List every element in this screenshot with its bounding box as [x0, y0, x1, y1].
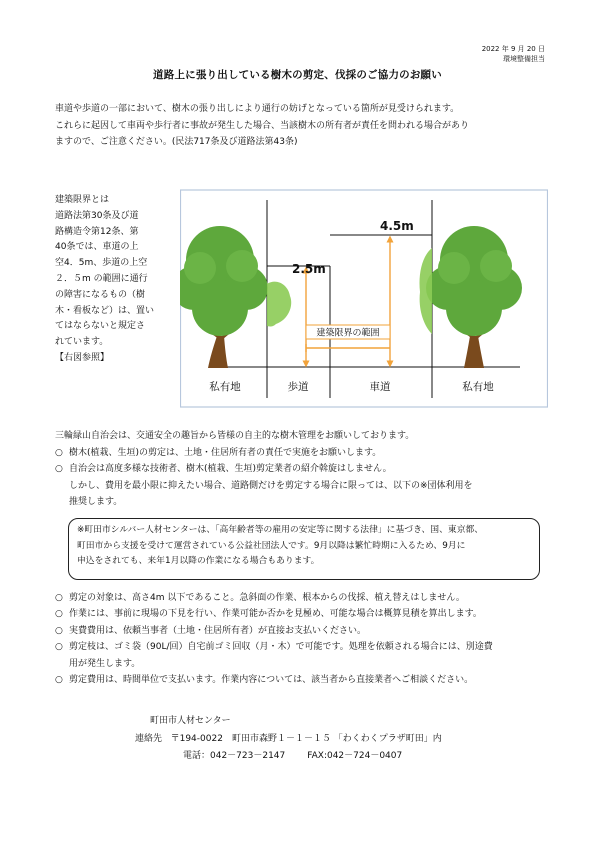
condition-text: 剪定の対象は、高さ4m 以下であること。急斜面の作業、根本からの伐採、植え替えはしません。	[69, 593, 465, 603]
road-clearance-diagram	[180, 188, 548, 408]
private-land-left-label: 私有地	[209, 381, 241, 393]
road-height-label: 4.5m	[380, 219, 414, 233]
tree-left-icon	[180, 226, 268, 368]
definition-line: 【右図参照】	[55, 352, 110, 363]
road-label: 車道	[369, 381, 391, 393]
bullet-mark: ○	[55, 464, 63, 474]
pruned-foliage-right-icon	[420, 248, 433, 334]
silver-center-note-box	[68, 518, 540, 580]
contact-phone-line	[135, 748, 555, 766]
bullet-mark: ○	[55, 609, 63, 620]
definition-line: れています。	[55, 337, 109, 348]
condition-bullet	[55, 639, 565, 655]
condition-text: 作業には、事前に現場の下見を行い、作業可能か否かを見極め、可能な場合は概算見積を算出します。	[69, 609, 482, 620]
bullet-mark: ○	[55, 593, 63, 603]
document-title: 道路上に張り出している樹木の剪定、伐採のご協力のお願い	[153, 69, 442, 81]
condition-text: 剪定費用は、時間単位で支払います。作業内容については、該当者から直接業者へご相談ください。	[69, 675, 474, 686]
association-policy	[55, 428, 565, 511]
clearance-label: 建築限界の範囲	[316, 328, 380, 339]
definition-line: 道路法第30条及び道	[55, 210, 139, 221]
policy-bullet	[55, 445, 565, 462]
contact-address: 〒194-0022 町田市森野１－１－１５ 「わくわくプラザ町田」内	[170, 733, 442, 744]
intro-line: 車道や歩道の一部において、樹木の張り出しにより通行の妨げとなっている箇所が見受けられます。	[55, 104, 460, 114]
policy-bullet	[55, 461, 565, 478]
definition-line: 建築限界とは	[55, 195, 110, 205]
definition-line: 空4．5m、歩道の上空	[55, 258, 148, 269]
issuing-department: 環境整備担当	[503, 55, 545, 63]
contact-block	[135, 713, 555, 766]
contact-organization: 町田市人材センター	[150, 716, 231, 726]
clearance-range-bracket	[306, 344, 390, 352]
definition-line: てはならないと規定さ	[55, 321, 146, 332]
contact-address-label: 連絡先	[135, 733, 163, 744]
definition-line: 40条では、車道の上	[55, 242, 139, 253]
policy-bullet-text: 自治会は高度多様な技術者、樹木(植栽、生垣)剪定業者の紹介斡旋はしません。	[69, 464, 392, 474]
sidewalk-label: 歩道	[287, 381, 309, 393]
note-line: ※町田市シルバー人材センターは、「高年齢者等の雇用の安定等に関する法律」に基づき、国、東京都、	[77, 525, 484, 535]
contact-tel: 電話：042－723－2147	[183, 751, 286, 761]
condition-bullet	[55, 623, 565, 639]
pruned-foliage-left-icon	[267, 282, 291, 327]
policy-bullet-text: 樹木(植栽、生垣)の剪定は、土地・住居所有者の責任で実施をお願いします。	[69, 447, 382, 458]
condition-text: 実費費用は、依頼当事者（土地・住居所有者）が直接お支払いください。	[69, 625, 367, 636]
intro-paragraph	[55, 101, 555, 151]
contact-address-line	[135, 731, 555, 749]
sidewalk-height-label: 2.5m	[292, 262, 326, 276]
service-conditions	[55, 590, 565, 688]
intro-line: ますので、ご注意ください。(民法717条及び道路法第43条)	[55, 137, 298, 147]
document-date-block	[482, 44, 545, 64]
note-line: 申込をされても、来年1月以降の作業になる場合もあります。	[77, 556, 320, 566]
tree-right-icon	[426, 226, 522, 368]
bullet-mark: ○	[55, 625, 63, 636]
condition-text: 剪定枝は、ゴミ袋（90L/回）自宅前ゴミ回収（月・木）で可能です。処理を依頼される場合には、別途費	[69, 642, 493, 653]
condition-bullet	[55, 606, 565, 622]
condition-bullet	[55, 672, 565, 688]
document-date: 2022 年 9 月 20 日	[481, 45, 545, 53]
contact-fax: FAX:042－724－0407	[307, 751, 403, 761]
private-land-right-label: 私有地	[462, 381, 494, 393]
bullet-mark: ○	[55, 642, 63, 653]
clearance-definition	[55, 193, 165, 367]
definition-line: 路構造令第12条、第	[55, 226, 139, 237]
intro-line: これらに起因して車両や歩行者に事故が発生した場合、当該樹木の所有者が責任を問われる場合があり	[55, 120, 470, 131]
definition-line: ２．５m の範囲に通行	[55, 273, 148, 284]
note-line: 町田市から支援を受けて運営されている公益社団法人です。9月以降は繁忙時期に入るため、9月に	[77, 540, 466, 551]
policy-continuation: 推奨します。	[69, 497, 123, 507]
definition-line: の障害になるもの（樹	[55, 289, 146, 300]
definition-line: 木・看板など）は、置い	[55, 305, 155, 316]
policy-continuation: しかし、費用を最小限に抑えたい場合、道路側だけを剪定する場合に限っては、以下の※団体利用を	[69, 480, 473, 491]
bullet-mark: ○	[55, 447, 63, 458]
policy-lead: 三輪緑山自治会は、交通安全の趣旨から皆様の自主的な樹木管理をお願いしております。	[55, 431, 415, 441]
condition-bullet	[55, 590, 565, 606]
condition-continuation: 用が発生します。	[69, 658, 141, 669]
bullet-mark: ○	[55, 675, 63, 686]
